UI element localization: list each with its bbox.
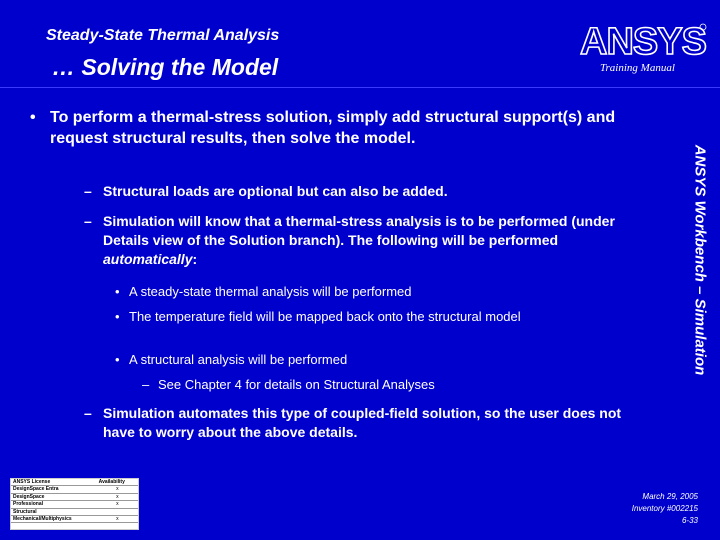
sub-sub-bullet-2-text: The temperature field will be mapped back onto the structural model xyxy=(129,309,521,324)
table-cell-license: DesignSpace Entra xyxy=(11,486,97,493)
table-header-license: ANSYS License xyxy=(11,479,97,486)
sub-bullet-1-text: Structural loads are optional but can also be added. xyxy=(103,183,448,199)
ansys-logo xyxy=(578,20,708,60)
sub-bullet-2-text: Simulation will know that a thermal-stress analysis is to be performed (under Details view of the Solution branch). The following will be performed xyxy=(103,213,615,248)
table-cell-license: Professional xyxy=(11,501,97,508)
dash-icon: – xyxy=(84,213,92,229)
side-label-text: ANSYS Workbench – Simulation xyxy=(691,144,709,376)
table-cell-availability: x xyxy=(97,486,138,493)
sub-sub-bullet-3 xyxy=(115,351,629,368)
footer-date: March 29, 2005 xyxy=(642,492,698,501)
header-divider xyxy=(0,87,720,88)
footer-inventory: Inventory #002215 xyxy=(631,504,698,513)
table-cell-license: Mechanical/Multiphysics xyxy=(11,516,97,523)
sub-bullet-2 xyxy=(84,212,643,269)
sub-bullet-3-text: Simulation automates this type of coupled-field solution, so the user does not have to worry about the above details. xyxy=(103,405,622,440)
table-cell-availability: x xyxy=(97,516,138,523)
bullet-icon: • xyxy=(115,284,120,299)
sub-sub-bullet-2 xyxy=(115,308,609,325)
table-row xyxy=(11,508,138,515)
side-label xyxy=(690,100,710,420)
dash-icon: – xyxy=(84,405,92,421)
table-row xyxy=(11,501,138,508)
sub-sub-sub-bullet-1-text: See Chapter 4 for details on Structural Analyses xyxy=(158,377,435,392)
sub-sub-bullet-3-text: A structural analysis will be performed xyxy=(129,352,348,367)
table-cell-license: DesignSpace xyxy=(11,493,97,500)
main-bullet-text: To perform a thermal-stress solution, simply add structural support(s) and request structural results, then solve the model. xyxy=(50,109,616,147)
logo-text: ANSYS xyxy=(580,21,706,60)
slide-title: Steady-State Thermal Analysis xyxy=(46,27,280,44)
dash-icon: – xyxy=(84,183,92,199)
table-cell-availability: x xyxy=(97,493,138,500)
table-cell-license: Structural xyxy=(11,508,97,515)
sub-sub-bullet-1-text: A steady-state thermal analysis will be performed xyxy=(129,284,412,299)
bullet-icon: • xyxy=(115,352,120,367)
slide-subtitle: … Solving the Model xyxy=(52,54,279,80)
table-cell-availability xyxy=(97,508,138,515)
sub-sub-sub-bullet-1 xyxy=(142,376,578,393)
bullet-icon: • xyxy=(115,309,120,324)
training-manual-label: Training Manual xyxy=(600,62,675,74)
sub-sub-bullet-1 xyxy=(115,283,629,300)
table-header-row xyxy=(11,479,138,486)
table-row xyxy=(11,516,138,523)
dash-icon: – xyxy=(142,377,150,392)
slide-footer xyxy=(632,491,698,527)
sub-bullet-2-colon: : xyxy=(192,251,198,267)
footer-page-number: 6-33 xyxy=(681,516,698,525)
sub-bullet-1 xyxy=(84,182,643,201)
table-row xyxy=(11,486,138,493)
license-availability-table xyxy=(10,478,139,530)
table-header-availability: Availability xyxy=(97,479,138,486)
bullet-icon: • xyxy=(30,109,36,126)
main-bullet xyxy=(30,107,650,149)
table-cell-availability: x xyxy=(97,501,138,508)
sub-bullet-2-emphasis: automatically xyxy=(103,251,193,267)
sub-bullet-3 xyxy=(84,404,633,442)
table-row xyxy=(11,493,138,500)
